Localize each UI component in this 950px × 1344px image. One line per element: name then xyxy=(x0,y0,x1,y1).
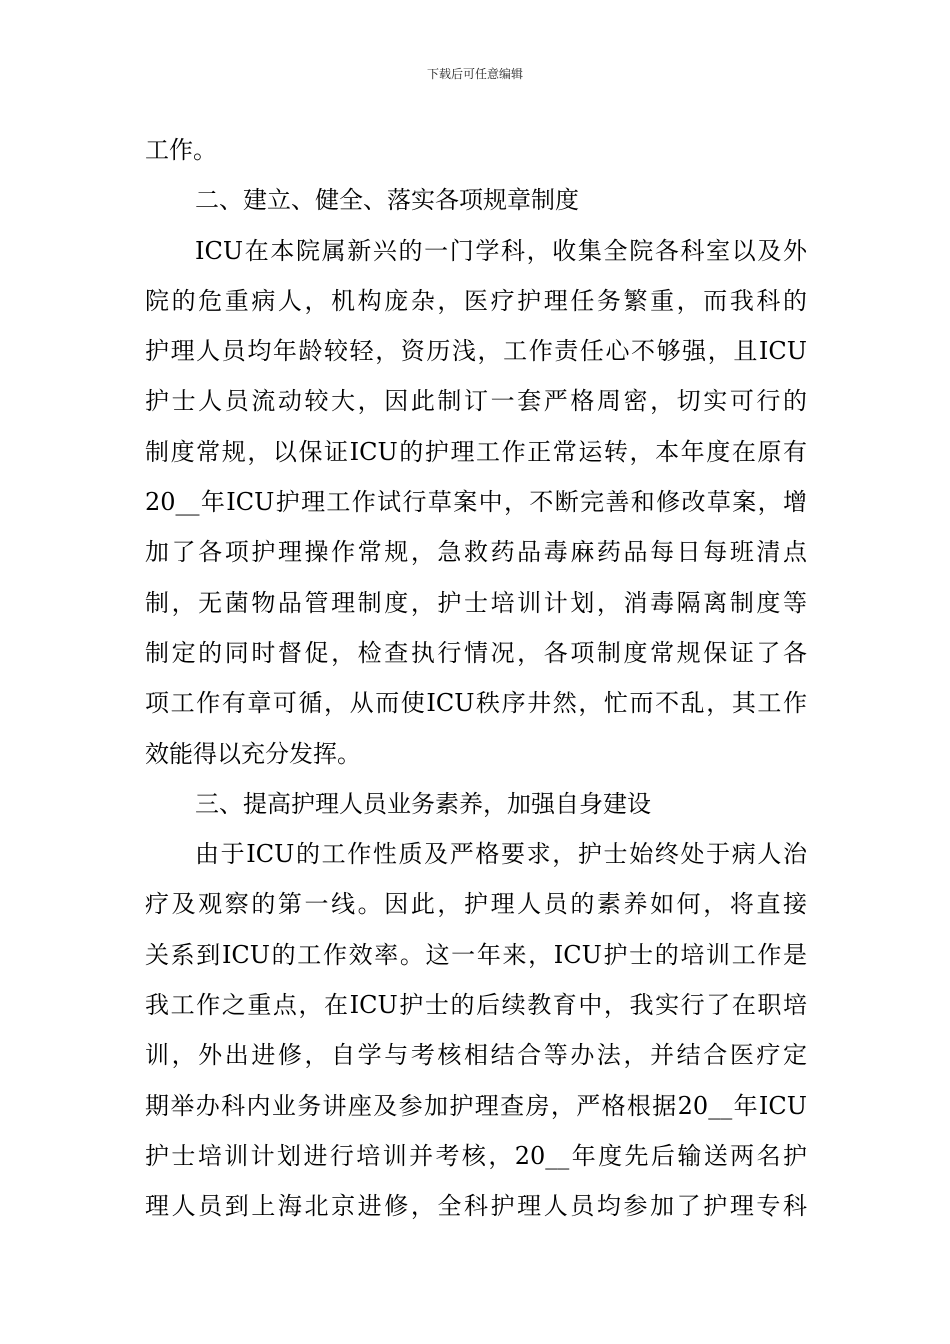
text-line: 效能得以充分发挥。 xyxy=(145,739,361,768)
text-line: 训，外出进修，自学与考核相结合等办法，并结合医疗定 xyxy=(145,1041,807,1070)
text-line: 疗及观察的第一线。因此，护理人员的素养如何，将直接 xyxy=(145,890,807,919)
text-line: 制度常规，以保证ICU的护理工作正常运转，本年度在原有 xyxy=(145,437,807,466)
text-line: 院的危重病人，机构庞杂，医疗护理任务繁重，而我科的 xyxy=(145,286,807,315)
text-line: 护士人员流动较大，因此制订一套严格周密，切实可行的 xyxy=(145,387,807,416)
text-line: 理人员到上海北京进修，全科护理人员均参加了护理专科 xyxy=(145,1192,807,1221)
text-line: 期举办科内业务讲座及参加护理查房，严格根据20__年ICU xyxy=(145,1091,807,1120)
text-line: 护理人员均年龄较轻，资历浅，工作责任心不够强，且ICU xyxy=(145,337,807,366)
text-line: 关系到ICU的工作效率。这一年来，ICU护士的培训工作是 xyxy=(145,940,807,969)
text-line: 20__年ICU护理工作试行草案中，不断完善和修改草案，增 xyxy=(145,488,807,517)
text-line: 制，无菌物品管理制度，护士培训计划，消毒隔离制度等 xyxy=(145,588,807,617)
document-body xyxy=(145,125,807,1232)
text-line: 护士培训计划进行培训并考核，20__年度先后输送两名护 xyxy=(145,1141,807,1170)
text-line: 工作。 xyxy=(145,136,217,164)
text-line: 由于ICU的工作性质及严格要求，护士始终处于病人治 xyxy=(195,840,807,869)
text-line: 三、提高护理人员业务素养，加强自身建设 xyxy=(195,789,651,818)
text-line: 加了各项护理操作常规，急救药品毒麻药品每日每班清点 xyxy=(145,538,807,567)
text-line: 我工作之重点，在ICU护士的后续教育中，我实行了在职培 xyxy=(145,991,807,1020)
text-line: ICU在本院属新兴的一门学科，收集全院各科室以及外 xyxy=(195,236,807,265)
page-header: 下载后可任意编辑 xyxy=(426,67,523,81)
text-line: 制定的同时督促，检查执行情况，各项制度常规保证了各 xyxy=(145,638,807,667)
text-line: 二、建立、健全、落实各项规章制度 xyxy=(195,186,579,215)
text-line: 项工作有章可循，从而使ICU秩序井然，忙而不乱，其工作 xyxy=(145,689,807,718)
